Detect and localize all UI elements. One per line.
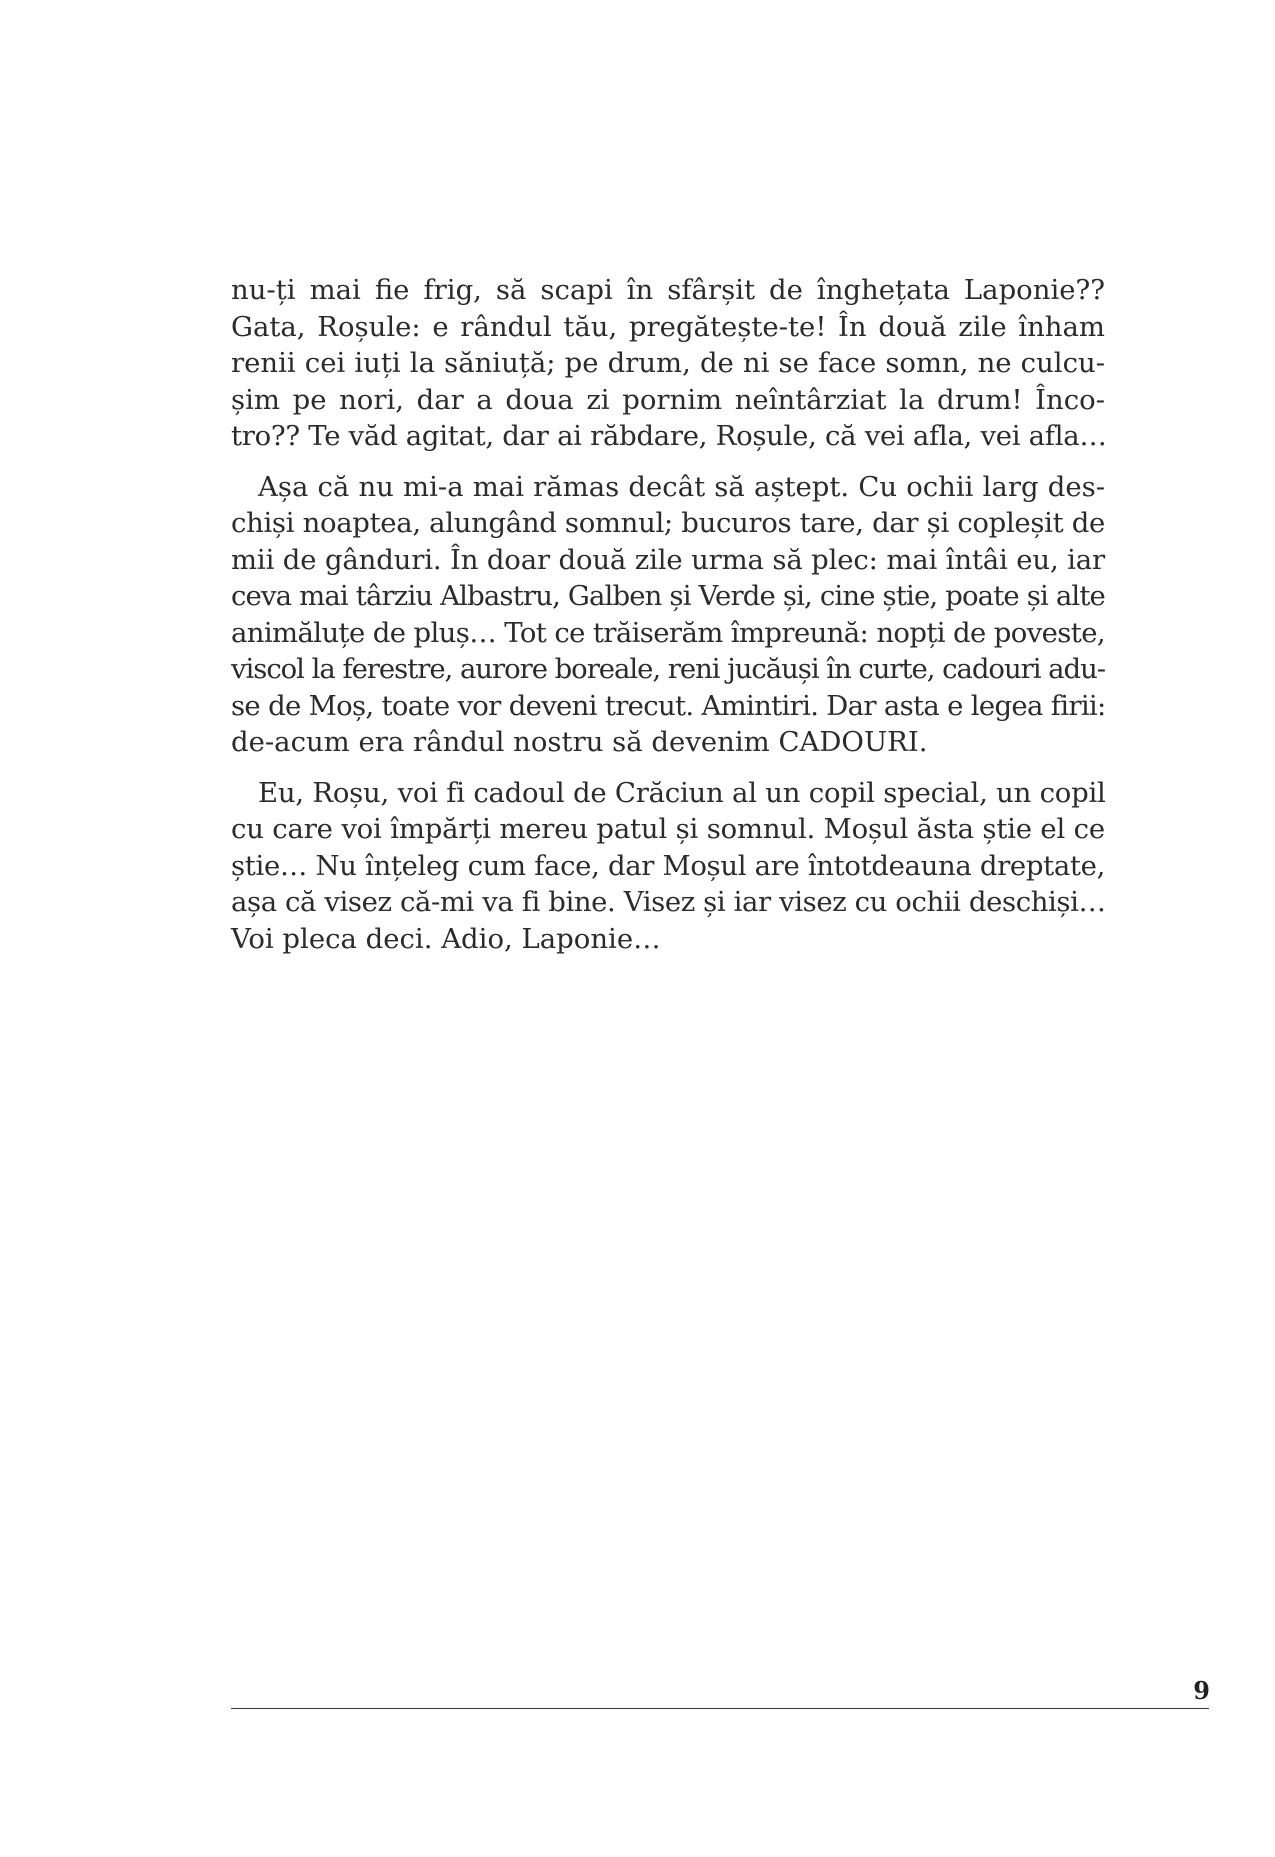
text-line: Gata, Roșule: e rândul tău, pregătește-te! În două zile înham [231, 310, 1105, 343]
text-line: renii cei iuți la săniuță; pe drum, de ni se face somn, ne culcu- [231, 347, 1105, 379]
text-line: ceva mai târziu Albastru, Galben și Verde și, cine știe, poate și alte [231, 580, 1105, 612]
text-line: așa că visez că-mi va fi bine. Visez și iar visez cu ochii deschiși… [231, 886, 1106, 918]
footer-divider [231, 1708, 1209, 1709]
text-line: Așa că nu mi-a mai rămas decât să aștept. Cu ochii larg des- [258, 470, 1105, 503]
text-line: Voi pleca deci. Adio, Laponie… [231, 922, 661, 955]
paragraph-2 [231, 469, 1105, 761]
text-line: cu care voi împărți mereu patul și somnul. Moșul ăsta știe el ce [231, 813, 1105, 845]
text-line: animăluțe de pluș… Tot ce trăiserăm împreună: nopți de poveste, [231, 616, 1105, 649]
text-line: nu-ți mai fie frig, să scapi în sfârșit de înghețata Laponie?? [231, 274, 1105, 306]
text-line: se de Moș, toate vor deveni trecut. Amintiri. Dar asta e legea firii: [231, 689, 1106, 722]
text-line: șim pe nori, dar a doua zi pornim neîntârziat la drum! Înco- [231, 383, 1105, 416]
text-line: Eu, Roșu, voi fi cadoul de Crăciun al un copil special, un copil [258, 776, 1106, 809]
paragraph-3 [231, 775, 1105, 958]
text-line: chiși noaptea, alungând somnul; bucuros tare, dar și copleșit de [231, 507, 1105, 539]
body-text [231, 272, 1105, 957]
text-line: tro?? Te văd agitat, dar ai răbdare, Roșule, că vei afla, vei afla… [231, 420, 1107, 452]
text-line: viscol la ferestre, aurore boreale, reni jucăuși în curte, cadouri adu- [231, 653, 1105, 685]
text-line: mii de gânduri. În doar două zile urma să plec: mai întâi eu, iar [231, 543, 1105, 576]
text-line: știe… Nu înțeleg cum face, dar Moșul are întotdeauna dreptate, [231, 849, 1105, 882]
paragraph-1 [231, 272, 1105, 455]
page-number: 9 [1193, 1676, 1210, 1705]
paragraph-spacer [231, 761, 1105, 775]
paragraph-spacer [231, 455, 1105, 469]
text-line: de-acum era rândul nostru să devenim CADOURI. [231, 726, 928, 758]
